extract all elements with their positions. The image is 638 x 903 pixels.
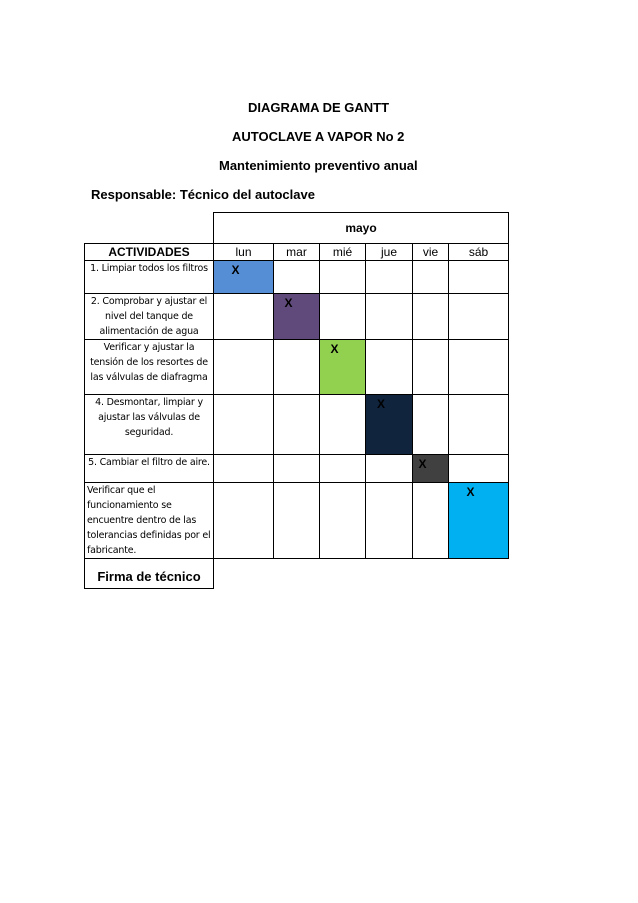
month-row: [85, 213, 509, 244]
empty-day-cell: [320, 294, 366, 340]
scheduled-cell: [413, 455, 449, 483]
empty-day-cell: [449, 294, 509, 340]
activity-label: 5. Cambiar el filtro de aire.: [85, 455, 214, 483]
scheduled-cell: [274, 294, 320, 340]
days-header-row: [85, 244, 509, 261]
empty-day-cell: [320, 455, 366, 483]
responsable-label: Responsable: Técnico del autoclave: [91, 187, 315, 202]
activity-label: 4. Desmontar, limpiar y ajustar las válvulas de seguridad.: [85, 395, 214, 455]
empty-day-cell: [413, 483, 449, 559]
signature-spacer: [214, 559, 509, 589]
activity-label: Verificar que el funcionamiento se encuentre dentro de las tolerancias definidas por el fabricante.: [85, 483, 214, 559]
empty-day-cell: [274, 483, 320, 559]
activity-row: [85, 340, 509, 395]
empty-day-cell: [449, 261, 509, 294]
empty-day-cell: [320, 395, 366, 455]
day-header-lun: lun: [214, 244, 274, 261]
activities-header: ACTIVIDADES: [85, 244, 214, 261]
document-subtitle-2: Mantenimiento preventivo anual: [219, 158, 418, 173]
day-header-jue: jue: [366, 244, 413, 261]
schedule-mark: X: [330, 342, 339, 356]
empty-day-cell: [366, 483, 413, 559]
schedule-mark: X: [466, 485, 475, 499]
empty-day-cell: [413, 294, 449, 340]
empty-day-cell: [366, 294, 413, 340]
activity-row: [85, 455, 509, 483]
document-title: DIAGRAMA DE GANTT: [248, 100, 390, 115]
activity-label: 1. Limpiar todos los filtros: [85, 261, 214, 294]
empty-day-cell: [320, 261, 366, 294]
schedule-mark: X: [231, 263, 240, 277]
activity-row: [85, 395, 509, 455]
blank-corner: [85, 213, 214, 244]
scheduled-cell: [366, 395, 413, 455]
empty-day-cell: [214, 455, 274, 483]
empty-day-cell: [274, 395, 320, 455]
empty-day-cell: [366, 340, 413, 395]
signature-label: Firma de técnico: [85, 559, 214, 589]
schedule-mark: X: [376, 397, 385, 411]
activity-rows: [85, 261, 509, 559]
activity-label: Verificar y ajustar la tensión de los resortes de las válvulas de diafragma: [85, 340, 214, 395]
empty-day-cell: [274, 261, 320, 294]
empty-day-cell: [366, 455, 413, 483]
activity-row: [85, 261, 509, 294]
empty-day-cell: [214, 294, 274, 340]
empty-day-cell: [449, 455, 509, 483]
gantt-table: [84, 212, 509, 589]
empty-day-cell: [214, 483, 274, 559]
empty-day-cell: [413, 261, 449, 294]
day-header-sab: sáb: [449, 244, 509, 261]
day-header-vie: vie: [413, 244, 449, 261]
activity-row: [85, 294, 509, 340]
empty-day-cell: [274, 455, 320, 483]
empty-day-cell: [413, 340, 449, 395]
empty-day-cell: [214, 340, 274, 395]
empty-day-cell: [449, 395, 509, 455]
empty-day-cell: [274, 340, 320, 395]
activity-label: 2. Comprobar y ajustar el nivel del tanque de alimentación de agua: [85, 294, 214, 340]
scheduled-cell: [449, 483, 509, 559]
empty-day-cell: [413, 395, 449, 455]
scheduled-cell: [214, 261, 274, 294]
empty-day-cell: [320, 483, 366, 559]
document-subtitle: AUTOCLAVE A VAPOR No 2: [232, 129, 405, 144]
month-header: mayo: [214, 213, 509, 244]
empty-day-cell: [214, 395, 274, 455]
scheduled-cell: [320, 340, 366, 395]
day-header-mar: mar: [274, 244, 320, 261]
empty-day-cell: [366, 261, 413, 294]
schedule-mark: X: [418, 457, 427, 471]
activity-row: [85, 483, 509, 559]
empty-day-cell: [449, 340, 509, 395]
signature-row: [85, 559, 509, 589]
day-header-mie: mié: [320, 244, 366, 261]
schedule-mark: X: [284, 296, 293, 310]
